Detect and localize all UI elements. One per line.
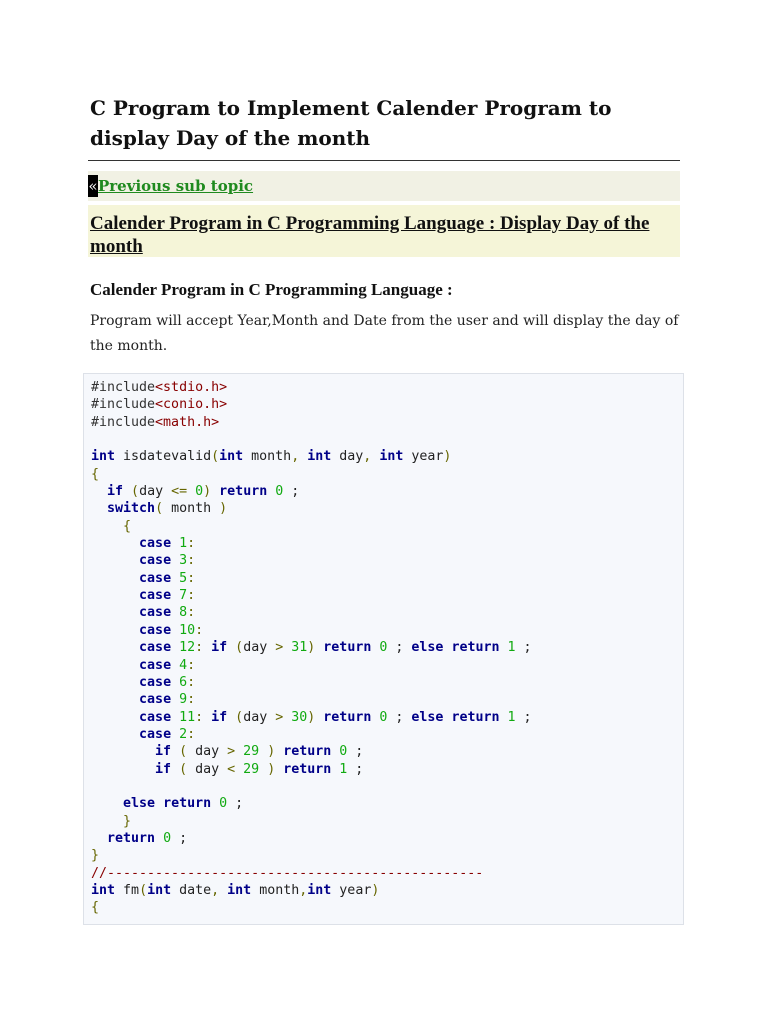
code-line: case 6: [139, 674, 196, 690]
code-line: { [123, 518, 132, 534]
code-line: case 1: [139, 536, 196, 552]
code-line: case 2: [139, 726, 196, 742]
sub-heading: Calender Program in C Programming Language : [90, 280, 453, 299]
code-listing [91, 379, 532, 917]
code-line: { [91, 900, 100, 916]
code-line: case 3: [139, 553, 196, 569]
previous-quote-icon: « [88, 177, 98, 195]
code-line: switch( month ) [107, 501, 228, 517]
code-line: case 9: [139, 692, 196, 708]
code-line: //----------------------------------------------- [91, 865, 484, 881]
code-line: case 10: [139, 622, 204, 638]
code-line: } [123, 813, 132, 829]
code-line: if ( day > 29 ) return 0 ; [155, 744, 364, 760]
code-line: { [91, 466, 100, 482]
page-title: C Program to Implement Calender Program to display Day of the month [90, 96, 612, 150]
code-line: case 11: if (day > 30) return 0 ; else return 1 ; [139, 709, 532, 725]
code-line: int isdatevalid(int month, int day, int year) [91, 449, 452, 465]
description-paragraph: Program will accept Year,Month and Date from the user and will display the day of the month. [90, 313, 679, 354]
code-line: if ( day < 29 ) return 1 ; [155, 761, 364, 777]
code-line: else return 0 ; [123, 796, 244, 812]
code-line: case 12: if (day > 31) return 0 ; else return 1 ; [139, 640, 532, 656]
code-line: case 4: [139, 657, 196, 673]
code-line: if (day <= 0) return 0 ; [107, 484, 300, 500]
code-line: #include<stdio.h> [91, 380, 228, 395]
title-divider [88, 160, 680, 161]
code-block [83, 373, 684, 925]
code-line [91, 431, 532, 448]
code-line: case 8: [139, 605, 196, 621]
code-line: case 7: [139, 588, 196, 604]
section-heading: Calender Program in C Programming Language : Display Day of the month [90, 213, 650, 257]
previous-sub-topic-link[interactable]: Previous sub topic [98, 177, 254, 195]
previous-nav-bar [88, 171, 680, 201]
code-line: case 5: [139, 570, 196, 586]
code-line: } [91, 848, 100, 864]
code-line: #include<math.h> [91, 414, 220, 430]
code-line: int fm(int date, int month,int year) [91, 882, 380, 898]
code-line: #include<conio.h> [91, 397, 228, 413]
code-line [91, 778, 532, 795]
code-line: return 0 ; [107, 830, 188, 846]
section-heading-box [88, 205, 680, 257]
